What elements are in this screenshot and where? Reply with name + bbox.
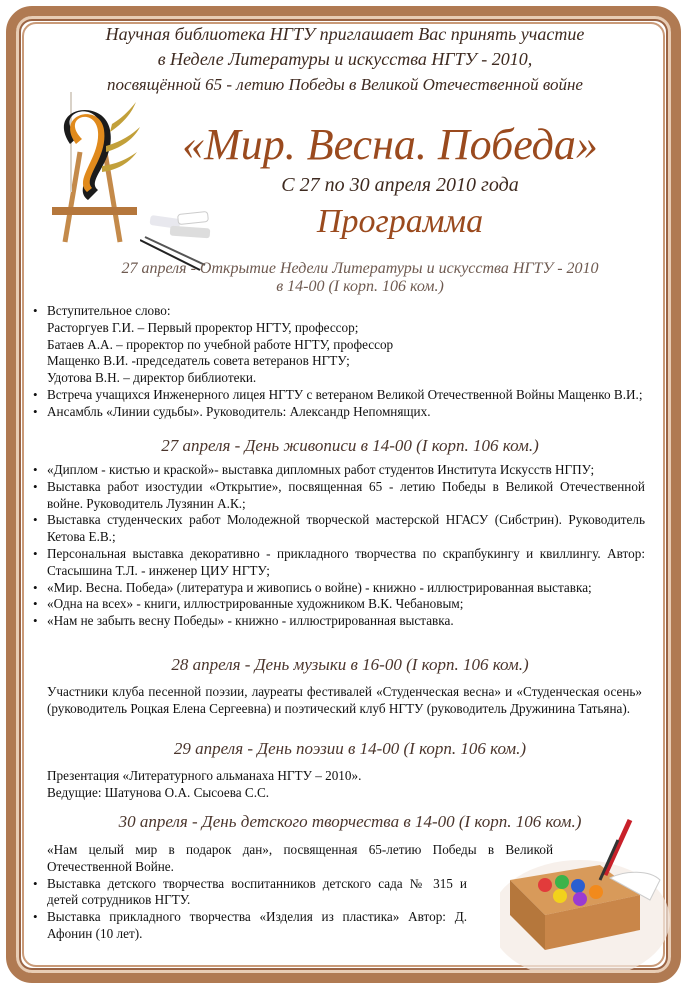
event-title: «Мир. Весна. Победа»: [182, 120, 598, 169]
list-item: • Встреча учащихся Инженерного лицея НГТУ с ветераном Великой Отечественной Войны Мащенко В.И.;: [33, 387, 645, 404]
paint-box-icon: [500, 800, 670, 970]
header-line-2: в Неделе Литературы и искусства НГТУ - 2010,: [157, 49, 533, 69]
day2-items-list: [33, 462, 645, 630]
list-item: • Персональная выставка декоративно - прикладного творчества по скрапбукингу и квиллингу. Автор: Стасышина Т.Л. - инженер ЦИУ НГТУ;: [33, 546, 645, 580]
day3-text: Участники клуба песенной поэзии, лауреаты фестивалей «Студенческая весна» и «Студенческая осень» (руководитель Роцкая Елена Сергеевна) и поэтический клуб НГТУ (руководитель Дружинина Татьяна).: [47, 684, 642, 716]
list-item: • «Диплом - кистью и краской»- выставка дипломных работ студентов Института Искусств НГПУ;: [33, 462, 645, 479]
list-item: Батаев А.А. – проректор по учебной работе НГТУ, профессор: [47, 336, 394, 352]
header-line-3: посвящённой 65 - летию Победы в Великой Отечественной войне: [107, 75, 583, 94]
list-item: • «Мир. Весна. Победа» (литература и живопись о войне) - книжно - иллюстрированная выставка;: [33, 580, 645, 597]
list-item: «Нам целый мир в подарок дан», посвященная 65-летию Победы в Великой Отечественной Войне.: [47, 842, 553, 874]
day4-line-1: Презентация «Литературного альманаха НГТУ – 2010».: [47, 768, 362, 783]
day5-heading: 30 апреля - День детского творчества в 14-00 (I корп. 106 ком.): [118, 812, 582, 831]
header-line-1: Научная библиотека НГТУ приглашает Вас принять участие: [105, 24, 585, 44]
list-item: • Выставка работ изостудии «Открытие», посвященная 65 - летию Победы в Великой Отечественной войне. Руководитель Лузянин А.К.;: [33, 479, 645, 513]
list-item: • Выставка студенческих работ Молодежной творческой мастерской НГАСУ (Сибстрин). Руководитель Кетова Е.В.;: [33, 512, 645, 546]
list-item: • Вступительное слово:: [33, 303, 643, 320]
list-item: • Выставка прикладного творчества «Изделия из пластика» Автор: Д. Афонин (10 лет).: [33, 909, 467, 943]
day4-text: [47, 768, 607, 802]
day1-items-list: [33, 387, 645, 421]
header: [40, 22, 650, 97]
day1-heading-line-2: в 14-00 (I корп. 106 ком.): [276, 278, 444, 295]
list-item: • Ансамбль «Линии судьбы». Руководитель: Александр Непомнящих.: [33, 404, 645, 421]
list-item: • «Одна на всех» - книги, иллюстрированные художником В.К. Чебановым;: [33, 596, 645, 613]
list-item: • Выставка детского творчества воспитанников детского сада № 315 и детей сотрудников НГТУ.: [33, 876, 467, 910]
day4-line-2: Ведущие: Шатунова О.А. Сысоева С.С.: [47, 784, 270, 800]
day2-heading: 27 апреля - День живописи в 14-00 (I корп. 106 ком.): [161, 436, 539, 455]
day5-items-list: [33, 842, 553, 943]
day1-heading: [80, 260, 640, 296]
day1-heading-line-1: 27 апреля - Открытие Недели Литературы и искусства НГТУ - 2010: [121, 260, 599, 277]
program-heading: Программа: [316, 203, 484, 240]
day4-heading: 29 апреля - День поэзии в 14-00 (I корп. 106 ком.): [173, 739, 527, 758]
day1-intro-list: [33, 303, 643, 387]
list-item: Удотова В.Н. – директор библиотеки.: [47, 370, 257, 386]
list-item: Расторгуев Г.И. – Первый проректор НГТУ, профессор;: [47, 319, 359, 335]
day3-heading: 28 апреля - День музыки в 16-00 (I корп. 106 ком.): [171, 655, 529, 674]
event-dates: С 27 по 30 апреля 2010 года: [281, 174, 519, 196]
list-item: Мащенко В.И. -председатель совета ветеранов НГТУ;: [47, 353, 350, 369]
george-ribbon-easel-icon: [40, 92, 150, 252]
list-item: • «Нам не забыть весну Победы» - книжно - иллюстрированная выставка.: [33, 613, 645, 630]
